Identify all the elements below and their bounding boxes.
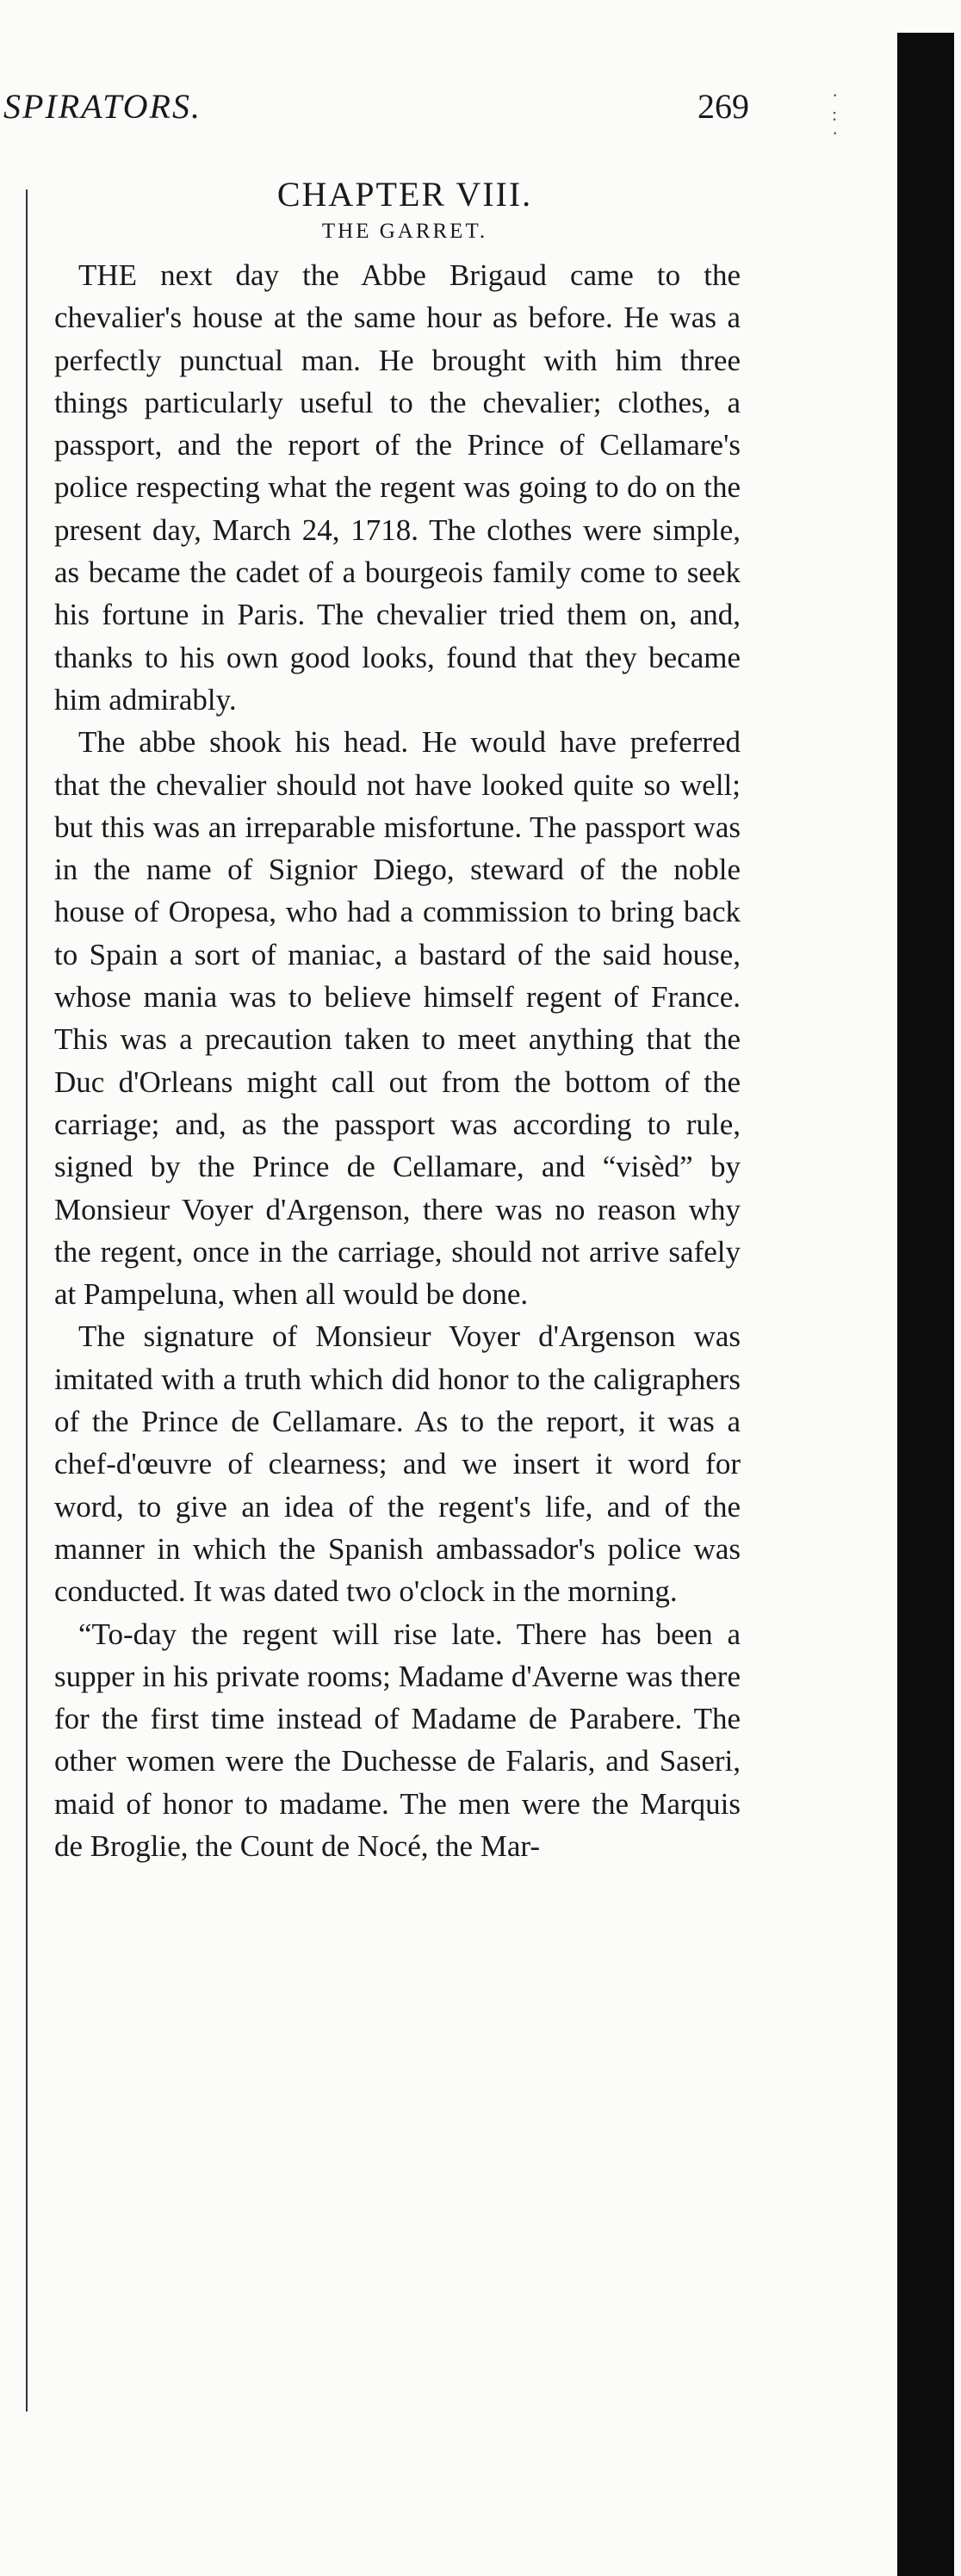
scan-edge-bar — [897, 33, 954, 2576]
left-margin-rule — [26, 189, 28, 2412]
running-head — [0, 86, 775, 138]
paragraph-1: THE next day the Abbe Brigaud came to the chevalier's house at the same hour as before. He was a perfectly punctual man. He brought with him three things particularly useful to the chevalier; clothes, a passport, and the report of the Prince of Cellamare's police respecting what the regent was going to do on the present day, March 24, 1718. The clothes were simple, as became the cadet of a bourgeois family come to seek his fortune in Paris. The chevalier tried them on, and, thanks to his own good looks, found that they became him admirably. — [54, 258, 741, 717]
body-text — [54, 254, 741, 1867]
paragraph-4: “To-day the regent will rise late. There has been a supper in his private rooms; Madame d'Averne was there for the first time instead of Madame de Parabere. The other women were the Duchesse de Falaris, and Saseri, maid of honor to madame. The men were the Marquis de Broglie, the Count de Nocé, the Mar- — [54, 1617, 741, 1863]
margin-marks: · : · — [832, 84, 839, 144]
chapter-heading — [52, 174, 758, 248]
chapter-subtitle: THE GARRET. — [321, 220, 488, 243]
running-title: SPIRATORS. — [3, 87, 202, 126]
paragraph-2: The abbe shook his head. He would have preferred that the chevalier should not have looked quite so well; but this was an irreparable misfortune. The passport was in the name of Signior Diego, steward of the noble house of Oropesa, who had a commission to bring back to Spain a sort of maniac, a bastard of the said house, whose mania was to believe himself regent of France. This was a precaution taken to meet anything that the Duc d'Orleans might call out from the bottom of the carriage; and, as the passport was according to rule, signed by the Prince de Cellamare, and “visèd” by Monsieur Voyer d'Argenson, there was no reason why the regent, once in the carriage, should not arrive safely at Pampeluna, when all would be done. — [54, 725, 741, 1312]
chapter-title: CHAPTER VIII. — [276, 175, 533, 214]
page-number: 269 — [698, 87, 749, 126]
paragraph-3: The signature of Monsieur Voyer d'Argenson was imitated with a truth which did honor to the caligraphers of the Prince de Cellamare. As to the report, it was a chef-d'œuvre of clearness; and we insert it word for word, to give an idea of the regent's life, and of the manner in which the Spanish ambassador's police was conducted. It was dated two o'clock in the morning. — [54, 1319, 741, 1609]
